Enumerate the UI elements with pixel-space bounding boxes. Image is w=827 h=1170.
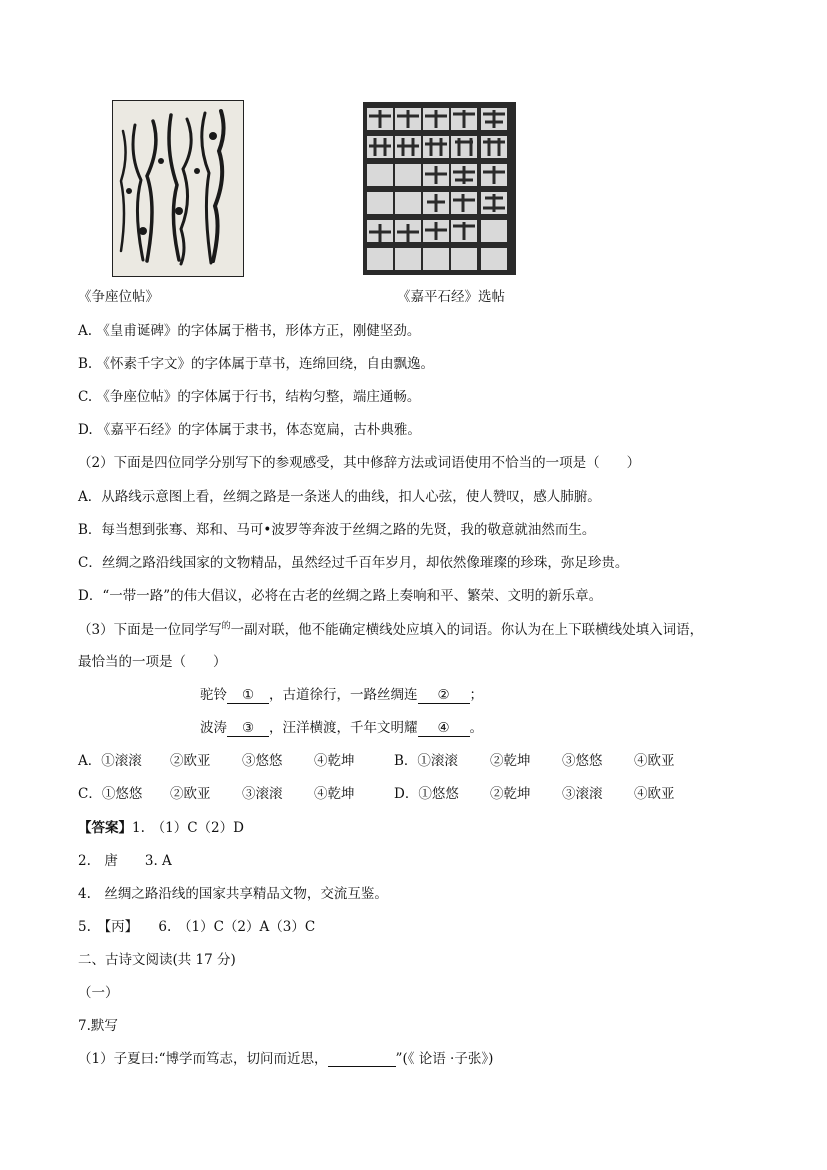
couplet-upper-p1: 驼铃 [200,687,227,703]
q1-option-a: A. 《皇甫诞碑》的字体属于楷书，形体方正，刚健坚劲。 [78,323,421,339]
q7-1-blank [328,1052,396,1067]
answer-4: 4. 丝绸之路沿线的国家共享精品文物，交流互鉴。 [78,886,388,902]
q2-stem: （2）下面是四位同学分别写下的参观感受，其中修辞方法或词语使用不恰当的一项是（ ） [78,455,641,471]
answer-line-1 [78,816,244,836]
couplet-upper-p3: ； [469,687,483,703]
couplet-upper-blank-1: ① [227,687,269,704]
caption-jiaping: 《嘉平石经》选帖 [397,289,505,305]
couplet-lower-blank-3: ③ [227,720,269,737]
q3-choice-c-4: ④乾坤 [314,786,355,802]
couplet-lower [200,716,483,737]
q3-choice-d-1: D．①悠悠 [394,786,459,802]
answer-label: 【答案】 [78,820,132,836]
answer-2-3: 2. 唐 3. A [78,853,172,869]
q3-choice-a-1: A．①滚滚 [78,753,142,769]
q3-choice-a-4: ④乾坤 [314,753,355,769]
q3-choice-c-2: ②欧亚 [170,786,211,802]
q3-choice-b-1: B．①滚滚 [394,753,458,769]
answer-5-6: 5. 【丙】 6. （1）C（2）A（3）C [78,919,316,935]
q3-stem-line2: 最恰当的一项是（ ） [78,654,227,670]
q3-choice-a-3: ③悠悠 [242,753,283,769]
couplet-lower-p2: ，汪洋横渡，千年文明耀 [269,720,418,736]
q3-stem-part-b: 一副对联，他不能确定横线处应填入的词语。你认为在上下联横线处填入词语， [230,622,704,638]
section-2-title: 二、古诗文阅读(共 17 分) [78,952,236,968]
q7-1-text-a: （1）子夏曰:“博学而笃志，切问而近思， [78,1051,328,1067]
q3-stem-sup: 的 [221,621,231,632]
answer-1: 1. （1）C（2）D [132,820,244,836]
q7-1-line [78,1047,493,1067]
q7-1-text-b: ”(《 论语 ·子张》) [395,1051,494,1067]
couplet-lower-blank-4: ④ [418,720,470,737]
couplet-upper-p2: ，古道徐行，一路丝绸连 [269,687,418,703]
couplet-upper-blank-2: ② [418,687,470,704]
caption-zhengzuowei: 《争座位帖》 [78,289,159,305]
calligraphy-strokes-left [113,101,243,276]
q3-choice-d-3: ③滚滚 [562,786,603,802]
q2-option-b: B．每当想到张骞、郑和、马可•波罗等奔波于丝绸之路的先贤，我的敬意就油然而生。 [78,522,596,538]
q2-option-d: D．“一带一路”的伟大倡议，必将在古老的丝绸之路上奏响和平、繁荣、文明的新乐章。 [78,588,603,604]
stele-rubbing-right [363,102,516,275]
q3-choice-c-1: C．①悠悠 [78,786,143,802]
couplet-lower-p1: 波涛 [200,720,227,736]
q3-choice-b-2: ②乾坤 [490,753,531,769]
jiaping-stone-classic-image [363,102,516,275]
q1-option-b: B. 《怀素千字文》的字体属于草书，连绵回绕，自由飘逸。 [78,356,435,372]
zhengzuowei-calligraphy-image [112,100,244,277]
q3-choice-d-4: ④欧亚 [634,786,675,802]
q3-choice-b-4: ④欧亚 [634,753,675,769]
q3-choice-a-2: ②欧亚 [170,753,211,769]
q1-option-c: C. 《争座位帖》的字体属于行书，结构匀整，端庄通畅。 [78,389,421,405]
couplet-lower-p3: 。 [469,720,483,736]
q3-stem-line1 [78,618,703,638]
q3-choice-c-3: ③滚滚 [242,786,283,802]
section-2-sub: （一） [78,985,119,1001]
q3-choice-b-3: ③悠悠 [562,753,603,769]
q3-stem-part-a: （3）下面是一位同学写 [78,622,222,638]
couplet-upper [200,683,483,704]
q1-option-d: D. 《嘉平石经》的字体属于隶书，体态宽扁，古朴典雅。 [78,422,421,438]
q2-option-c: C．丝绸之路沿线国家的文物精品，虽然经过千百年岁月，却依然像璀璨的珍珠，弥足珍贵。 [78,555,629,571]
q7-title: 7.默写 [78,1018,118,1034]
q2-option-a: A．从路线示意图上看，丝绸之路是一条迷人的曲线，扣人心弦，使人赞叹，感人肺腑。 [78,489,601,505]
q3-choice-d-2: ②乾坤 [490,786,531,802]
